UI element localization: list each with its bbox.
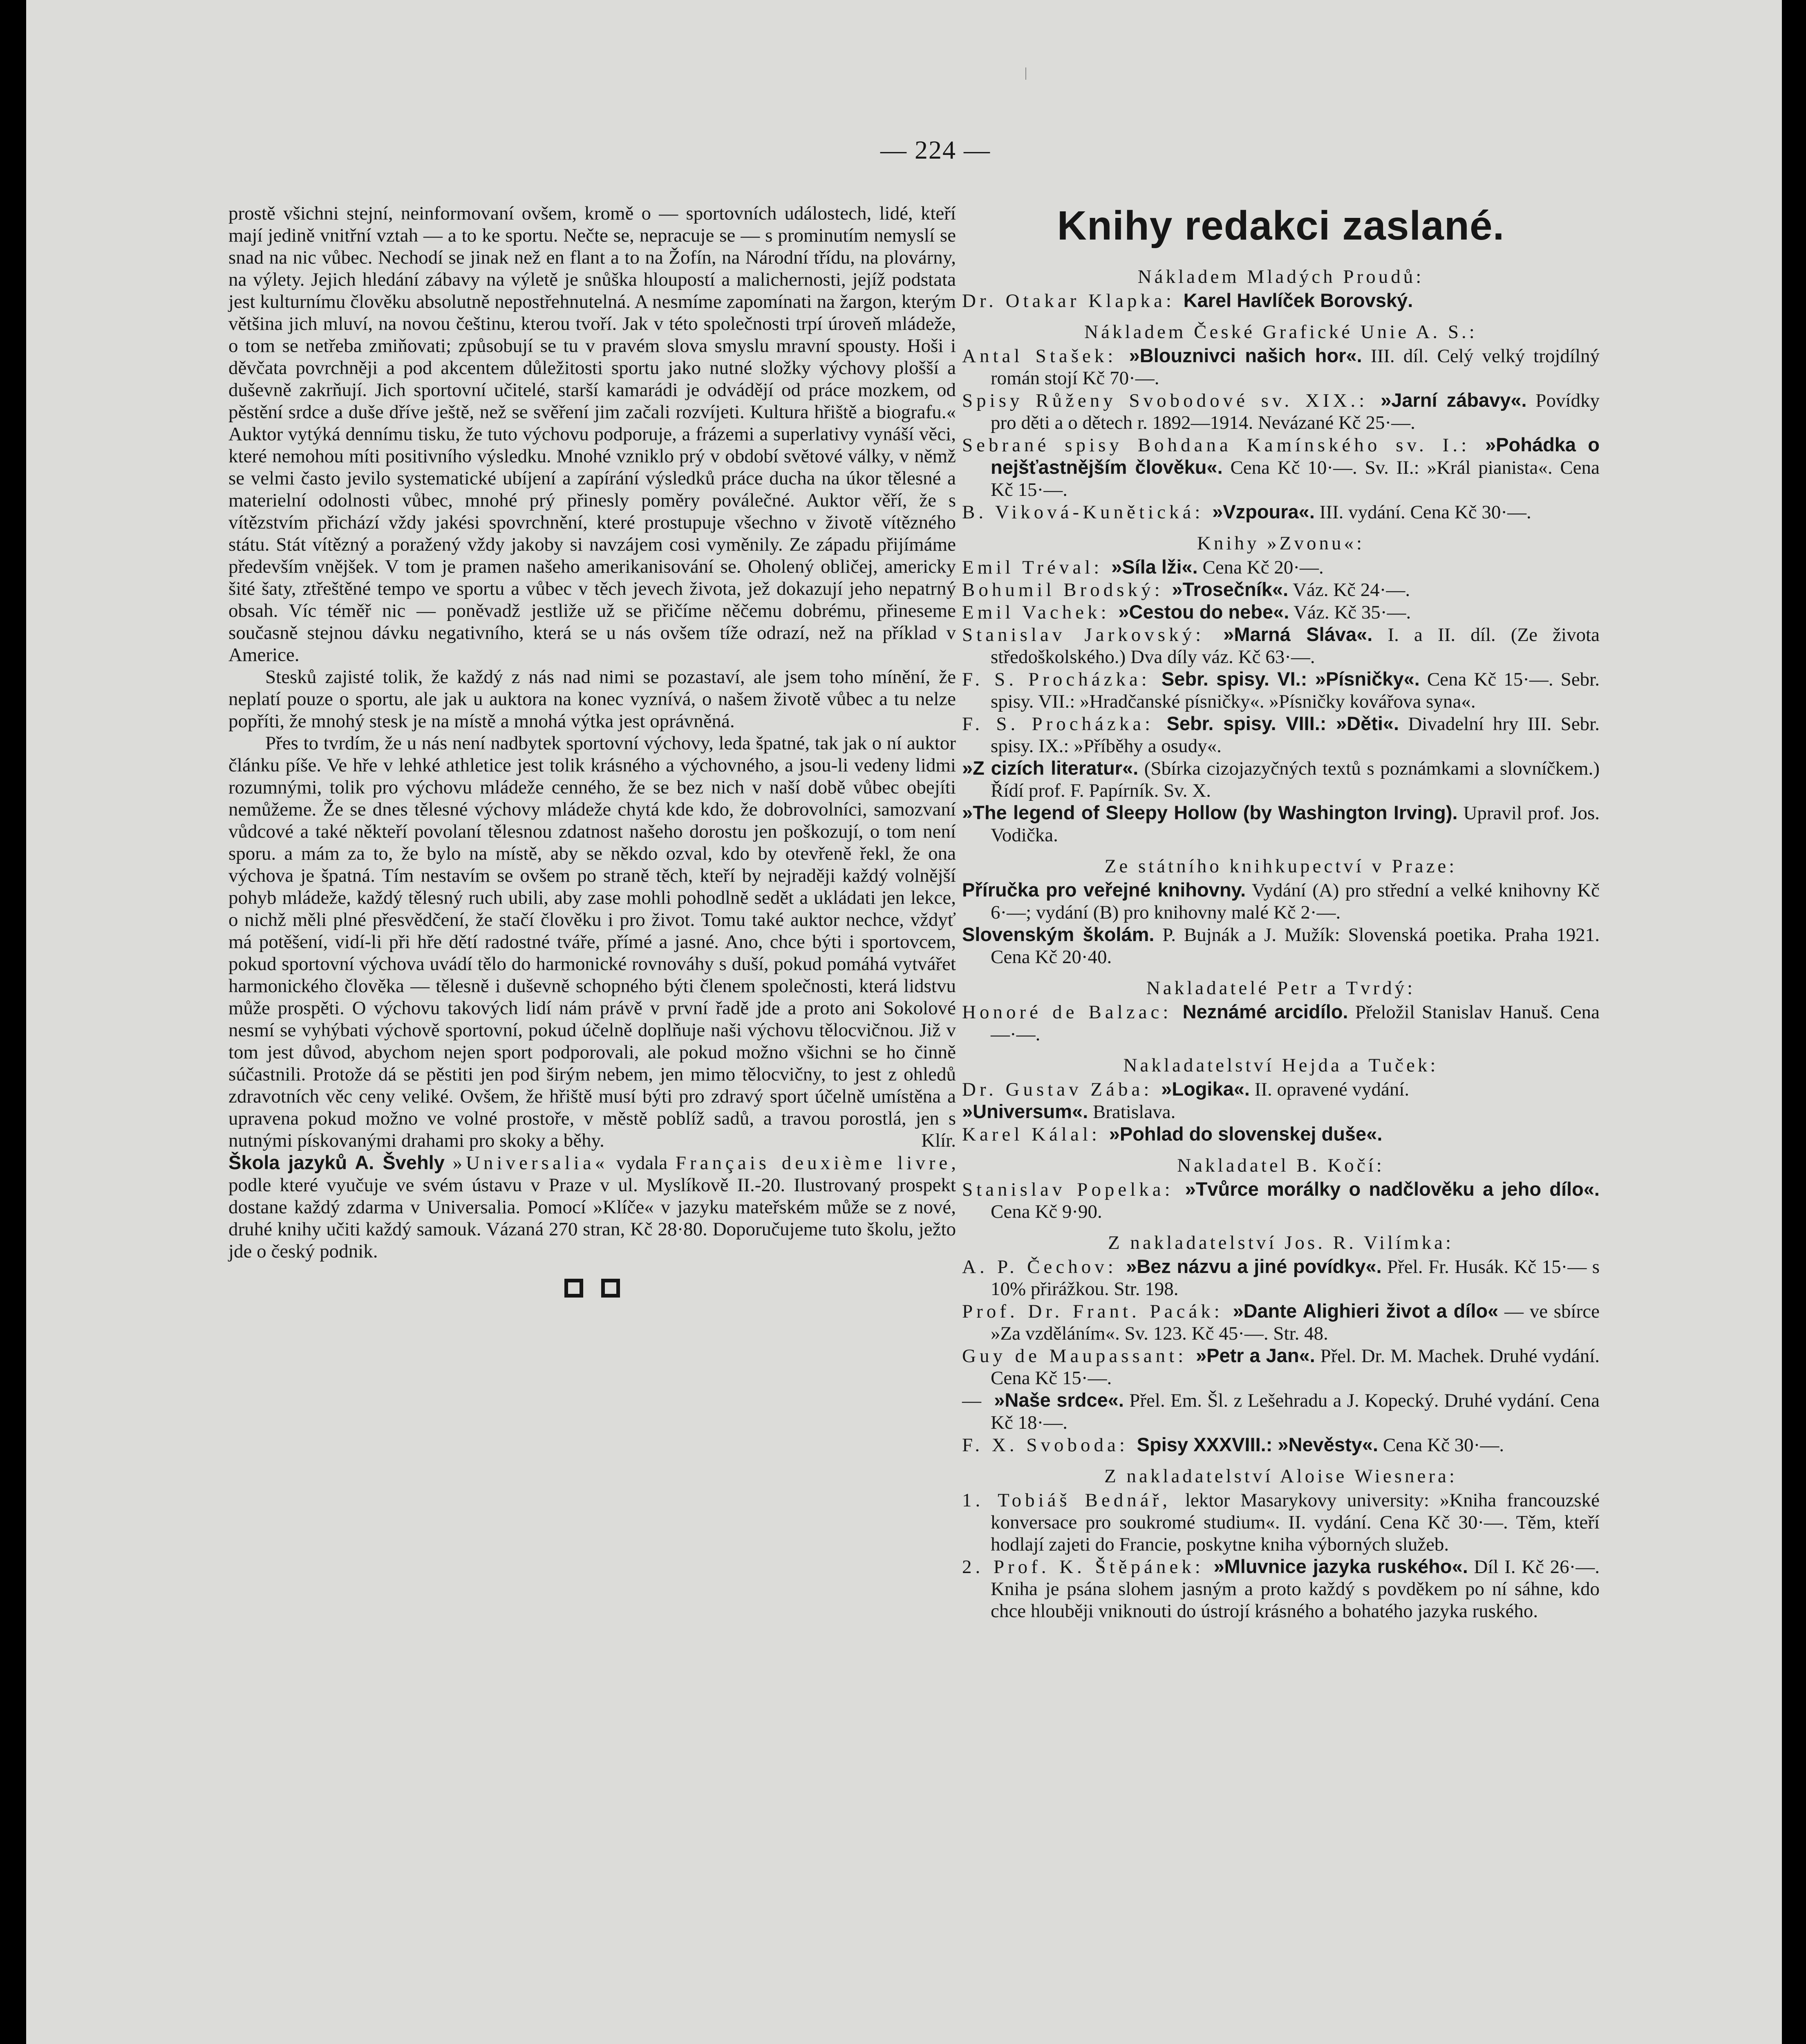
- notice-book-title: Français deuxième livre: [675, 1152, 951, 1174]
- book-title: »Petr a Jan«.: [1195, 1345, 1315, 1366]
- publisher-heading: Z nakladatelství Aloise Wiesnera:: [1104, 1466, 1457, 1487]
- book-title: »The legend of Sleepy Hollow (by Washington Irving).: [962, 802, 1458, 823]
- book-title: »Trosečník«.: [1172, 578, 1289, 600]
- book-title: »Blouznivci našich hor«.: [1129, 345, 1362, 366]
- books-received-column: [962, 202, 1600, 1622]
- book-author: Dr. Otakar Klapka:: [962, 290, 1184, 312]
- book-details: Cena Kč 30·—.: [1378, 1434, 1504, 1456]
- book-title: Neznámé arcidílo.: [1182, 1001, 1348, 1022]
- book-details: I. a II. díl. (Ze života středoškolského.) Dva díly váz. Kč 63·—.: [991, 624, 1600, 668]
- book-details: Přeložil Stanislav Hanuš. Cena —·—.: [991, 1002, 1600, 1045]
- notice-school-name: Škola jazyků A. Švehly: [228, 1152, 445, 1173]
- book-title: Sebr. spisy. VIII.: »Děti«.: [1166, 713, 1399, 734]
- book-author: Sebrané spisy Bohdana Kamínského sv. I.:: [962, 435, 1486, 456]
- book-details: Cena Kč 20·—.: [1197, 557, 1324, 578]
- book-details: III. vydání. Cena Kč 30·—.: [1314, 502, 1531, 523]
- notice-method: »Universalia«: [452, 1152, 609, 1174]
- book-details: Přel. Fr. Husák. Kč 15·— s 10% přirážkou. Str. 198.: [991, 1256, 1600, 1300]
- book-author: B. Viková-Kunětická:: [962, 502, 1213, 523]
- publisher-heading: Nakladatelé Petr a Tvrdý:: [1146, 977, 1416, 999]
- book-entry: [962, 601, 1600, 623]
- book-details: Díl I. Kč 26·—. Kniha je psána slohem jasným a proto každý s povděkem po ní sáhne, kdo chce hlouběji vniknouti do ústrojí krásného a bohatého jazyka ruského.: [991, 1556, 1600, 1622]
- book-title: »Mluvnice jazyka ruského«.: [1213, 1555, 1468, 1577]
- article-column: [228, 202, 956, 1300]
- book-details: Bratislava.: [1088, 1101, 1176, 1123]
- book-entry: [962, 1489, 1600, 1555]
- book-details: Váz. Kč 24·—.: [1288, 579, 1410, 601]
- publisher-heading: Ze státního knihkupectví v Praze:: [1104, 856, 1457, 877]
- book-entry: [962, 501, 1600, 523]
- book-entry: [962, 1001, 1600, 1045]
- square-ornament-icon: [564, 1279, 583, 1298]
- article-paragraph-2: Stesků zajisté tolik, že každý z nás nad nimi se pozastaví, ale jsem toho mínění, že neplatí pouze o sportu, ale jak u auktora na konec vyznívá, o našem životě vůbec a tu nelze popříti, že mnohý stesk je na místě a mnohá výtka jest oprávněná.: [228, 666, 956, 732]
- page-sheet: [26, 0, 1782, 2044]
- book-entry: [962, 1255, 1600, 1300]
- book-entry: [962, 668, 1600, 713]
- book-entry: [962, 289, 1600, 312]
- book-title: »Pohádka o nejšťastnějším člověku«.: [991, 434, 1600, 478]
- book-title: »Naše srdce«.: [994, 1389, 1124, 1411]
- book-author: Prof. Dr. Frant. Pacák:: [962, 1301, 1233, 1322]
- book-entry: [962, 757, 1600, 802]
- book-details: — ve sbírce »Za vzděláním«. Sv. 123. Kč 45·—. Str. 48.: [991, 1301, 1600, 1344]
- book-entry: [962, 1434, 1600, 1456]
- book-details: Váz. Kč 35·—.: [1289, 602, 1411, 623]
- book-author: Spisy Růženy Svobodové sv. XIX.:: [962, 390, 1381, 411]
- book-details: Přel. Dr. M. Machek. Druhé vydání. Cena Kč 15·—.: [991, 1345, 1600, 1389]
- book-title: »Universum«.: [962, 1100, 1088, 1122]
- book-author: Emil Tréval:: [962, 557, 1112, 578]
- book-author: Antal Stašek:: [962, 345, 1129, 367]
- page-number: — 224 —: [880, 135, 991, 164]
- book-title: »Bez názvu a jiné povídky«.: [1126, 1255, 1382, 1277]
- book-title: »Logika«.: [1161, 1078, 1250, 1100]
- publisher-heading: Z nakladatelství Jos. R. Vilímka:: [1108, 1232, 1454, 1253]
- book-entry: [962, 1345, 1600, 1389]
- book-author: 1. Tobiáš Bednář,: [962, 1490, 1185, 1511]
- book-entry: [962, 879, 1600, 923]
- school-notice: Škola jazyků A. Švehly »Universalia« vydala Français deuxième livre, podle které vyučuje ve svém ústavu v Praze v ul. Myslíkově II.-20. Ilustrovaný prospekt dostane každý zdarma v Universalia. Pomocí »Klíče« v jazyku mateřském může se z nové, druhé knihy učiti každý samouk. Vázaná 270 stran, Kč 28·80. Doporučujeme tuto školu, ježto jde o český podnik.: [228, 1152, 956, 1262]
- book-author: Bohumil Brodský:: [962, 579, 1172, 601]
- book-author: Emil Vachek:: [962, 602, 1119, 623]
- book-title: »Marná Sláva«.: [1223, 623, 1373, 645]
- books-section-title: Knihy redakci zaslané.: [1057, 203, 1505, 249]
- book-author: 2. Prof. K. Štěpánek:: [962, 1556, 1214, 1578]
- book-entry: [962, 434, 1600, 501]
- book-entry: [962, 1300, 1600, 1345]
- end-ornaments: [228, 1279, 956, 1300]
- book-details: Povídky pro děti a o dětech r. 1892—1914. Nevázané Kč 25·—.: [991, 390, 1600, 433]
- book-details: Přel. Em. Šl. z Lešehradu a J. Kopecký. Druhé vydání. Cena Kč 18·—.: [991, 1390, 1600, 1433]
- book-title: Sebr. spisy. VI.: »Písničky«.: [1161, 668, 1420, 690]
- book-details: Cena Kč 9·90.: [991, 1201, 1102, 1222]
- publisher-heading: Nakladatel B. Kočí:: [1177, 1155, 1385, 1176]
- book-entry: [962, 578, 1600, 601]
- book-entry: [962, 556, 1600, 578]
- book-title: »Dante Alighieri život a dílo«: [1233, 1300, 1499, 1322]
- publisher-heading: Nákladem České Grafické Unie A. S.:: [1084, 321, 1477, 343]
- publisher-heading: Nakladatelství Hejda a Tuček:: [1123, 1055, 1439, 1076]
- book-title: Spisy XXXVIII.: »Nevěsty«.: [1137, 1434, 1379, 1455]
- book-entry: [962, 389, 1600, 434]
- book-title: »Cestou do nebe«.: [1118, 601, 1289, 623]
- book-title: Karel Havlíček Borovský.: [1183, 289, 1413, 311]
- book-details: P. Bujnák a J. Mužík: Slovenská poetika. Praha 1921. Cena Kč 20·40.: [991, 924, 1600, 968]
- book-entry: [962, 345, 1600, 389]
- book-author: F. S. Procházka:: [962, 713, 1167, 735]
- book-title: »Síla lži«.: [1111, 556, 1198, 578]
- book-title: »Vzpoura«.: [1212, 501, 1315, 522]
- book-details: Vydání (A) pro střední a velké knihovny Kč 6·—; vydání (B) pro knihovny malé Kč 2·—.: [991, 880, 1600, 923]
- book-entry: [962, 1555, 1600, 1622]
- book-details: Upravil prof. Jos. Vodička.: [991, 802, 1600, 846]
- publisher-heading: Knihy »Zvonu«:: [1197, 533, 1365, 554]
- book-details: Cena Kč 10·—. Sv. II.: »Král pianista«. Cena Kč 15·—.: [991, 457, 1600, 500]
- book-author: Honoré de Balzac:: [962, 1002, 1183, 1023]
- book-entry: [962, 1100, 1600, 1123]
- book-author: Stanislav Popelka:: [962, 1179, 1185, 1200]
- book-details: lektor Masarykovy university: »Kniha francouzské konversace pro soukromé studium«. II. vydání. Cena Kč 30·—. Těm, kteří hodlají zajeti do Francie, poskytne kniha výborných služeb.: [991, 1490, 1600, 1555]
- article-paragraph-3: Přes to tvrdím, že u nás není nadbytek sportovní výchovy, leda špatné, tak jak o ní auktor článku píše. Ve hře v lehké athletice jest tolik krásného a výchovného, a jsou-li vedeny lidmi rozumnými, tolik pro výchovu mládeže cenného, že se bez nich v naší době vůbec obejíti nemůžeme. Že se dnes tělesné výchovy mládeže chytá kde kdo, že dobrovolníci, samozvaní vůdcové a také někteří povolaní tělesnou zdatnost našeho dorostu jen poškozují, o tom není sporu. a mám za to, že bylo na místě, aby se někdo ozval, kdo by otevřeně řekl, že ona výchova je špatná. Tím nestavím se ovšem po straně těch, kteří by nejraději každý volnější pohyb mládeže, každý tělesný ruch ubili, aby zase mohli pohodlně sedět a ukládati jen lekce, o nichž měli plné přesvědčení, že stačí člověku i pro život. Tomu také auktor nechce, vždyť má potěšení, vidí-li při hře dětí radostné tváře, přímé a jasné. Ano, chce býti i sportovcem, pokud sportovní výchova uvádí tělo do harmonické rovnováhy s duší, pokud pomáhá vytvářet harmonického člověka — tělesně i duševně schopného býti členem společnosti, která lidstvu může prospěti. O výchovu takových lidí nám právě v první řadě jde a proto ani Sokolové nesmí se vyhýbati výchově sportovní, pokud účelně doplňuje naši výchovu tělocvičnou. Již v tom jest důvod, abychom nejen sport podporovali, ale pokud možno všichni se ho činně súčastnili. Protože dá se pěstiti jen pod širým nebem, jen mimo tělocvičny, to jest z ohledů zdravotních věc ceny veliké. Ovšem, že hřiště musí býti pro zdravý sport účelně umístěna a upravena pokud možno ve volné prostoře, v městě poblíž sadů, a travou porostlá, jen s nutnými pískovanými drahami pro skoky a běhy. Klír.: [228, 733, 956, 1151]
- book-entry: [962, 713, 1600, 757]
- books-list: [962, 266, 1600, 1622]
- book-title: »Z cizích literatur«.: [962, 757, 1139, 779]
- top-tick-mark: [1025, 67, 1026, 80]
- publisher-heading: Nákladem Mladých Proudů:: [1137, 266, 1424, 287]
- book-author: F. S. Procházka:: [962, 669, 1161, 690]
- article-paragraph-1: prostě všichni stejní, neinformovaní ovšem, kromě o — sportovních událostech, lidé, kteří mají jedině vnitřní vztah — a to ke sportu. Nečte se, nepracuje se — s prominutím nemyslí se snad na nic vůbec. Nechodí se jinak než en flant a to na Žofín, na Národní třídu, na plovárny, na výlety. Jejich hledání zábavy na výletě je snůška hloupostí a malichernosti, jejíž podstata jest kulturnímu člověku absolutně nepostřehnutelná. A nesmíme zapomínati na žargon, kterým většina jich mluví, na novou češtinu, kterou tvoří. Jak v této společnosti trpí úroveň mládeže, o tom se netřeba zmiňovati; způsobují se tu v pravém slova smyslu mravní spousty. Hoši i děvčata povrchněji a pod akcentem důležitosti sportu jako nutné složky výchovy plošší a duševně zakrňují. Jich sportovní učitelé, starší kamarádi je odvádějí od práce mozkem, od pěstění srdce a duše dříve ještě, než se svěření jim začali rozvíjeti. Kultura hřiště a biografu.« Auktor vytýká dennímu tisku, že tuto výchovu podporuje, a frázemi a superlativy vynáší věci, které nemohou míti positivního výsledku. Mnohé vzniklo prý v období světové války, v němž se velmi často jevilo systematické ubíjení a zapírání výsledků práce ducha na úkor tělesné a materielní odolnosti vůbec, mnohé prý přinesly poměry poválečné. Auktor věří, že s vítězstvím přichází vždy jakési spovrchnění, které prostupuje všechno v životě vítězného státu. Stát vítězný a poražený vždy jakoby si navzájem cosi vyměnily. Ze západu přijímáme především vnějšek. V tom je pramen našeho amerikanisování se. Oholený obličej, americky šité šaty, ztřeštěné tempo ve sportu a vůbec v těch jevech života, jež dokazují jeho nepatrný obsah. Víc téměř nic — poněvadž jestliže už se přičíme něčemu dobrému, přineseme současně stejnou dávku negativního, která se u nás ovšem tíže odrazí, než na příklad v Americe.: [228, 203, 956, 666]
- book-entry: [962, 1178, 1600, 1223]
- square-ornament-icon: [601, 1279, 620, 1298]
- book-title: Příručka pro veřejné knihovny.: [962, 879, 1246, 901]
- article-author: Klír.: [921, 1130, 956, 1151]
- book-author: Karel Kálal:: [962, 1124, 1109, 1145]
- book-details: III. díl. Celý velký trojdílný román stojí Kč 70·—.: [991, 345, 1600, 389]
- book-author: A. P. Čechov:: [962, 1256, 1126, 1278]
- book-entry: [962, 923, 1600, 968]
- book-entry: [962, 1389, 1600, 1434]
- book-entry: [962, 1078, 1600, 1100]
- book-title: »Tvůrce morálky o nadčlověku a jeho dílo«.: [1185, 1178, 1600, 1200]
- book-details: (Sbírka cizojazyčných textů s poznámkami a slovníčkem.) Řídí prof. F. Papírník. Sv. X.: [991, 758, 1600, 801]
- book-author: F. X. Svoboda:: [962, 1434, 1137, 1456]
- book-entry: [962, 623, 1600, 668]
- book-title: »Jarní zábavy«.: [1381, 389, 1527, 411]
- book-author: —: [962, 1390, 994, 1411]
- book-details: II. opravené vydání.: [1249, 1079, 1410, 1100]
- book-entry: [962, 1123, 1600, 1145]
- book-author: Guy de Maupassant:: [962, 1345, 1196, 1367]
- book-entry: [962, 802, 1600, 846]
- book-details: Cena Kč 15·—. Sebr. spisy. VII.: »Hradčanské písničky«. »Písničky kovářova syna«.: [991, 669, 1600, 712]
- book-title: Slovenským školám.: [962, 923, 1155, 945]
- book-author: Dr. Gustav Zába:: [962, 1079, 1161, 1100]
- book-title: »Pohlad do slovenskej duše«.: [1109, 1123, 1383, 1145]
- book-details: Divadelní hry III. Sebr. spisy. IX.: »Příběhy a osudy«.: [991, 713, 1600, 757]
- book-author: Stanislav Jarkovský:: [962, 624, 1224, 645]
